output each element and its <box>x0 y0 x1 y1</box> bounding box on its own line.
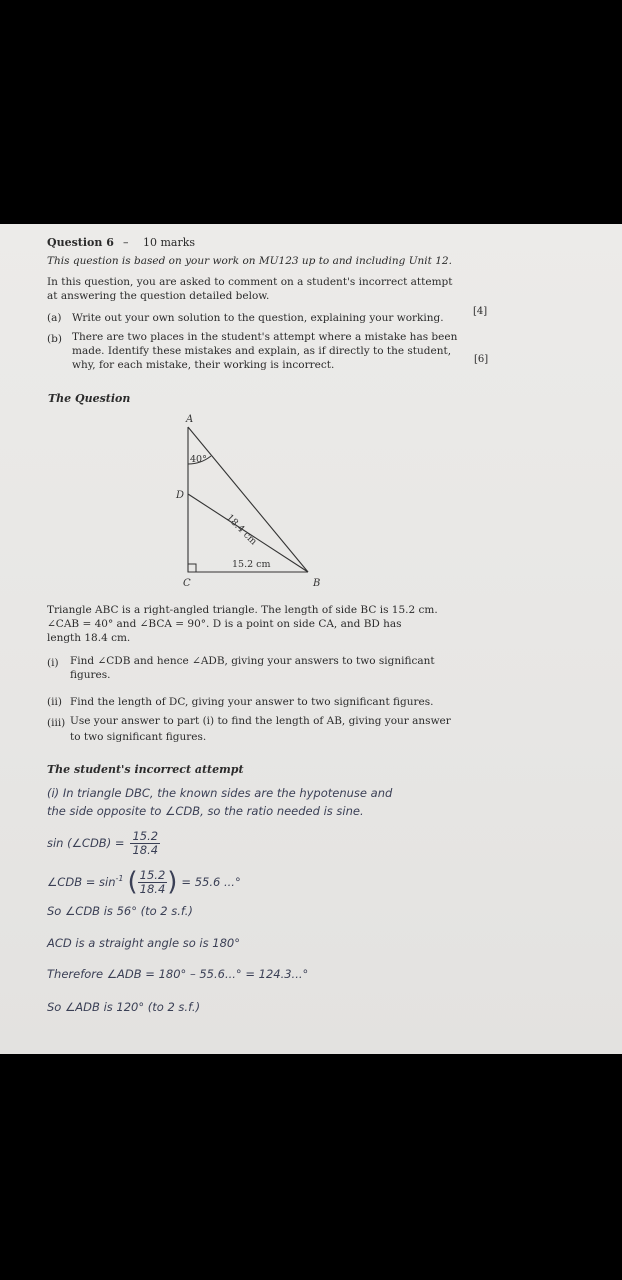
attempt-line-2: the side opposite to ∠CDB, so the ratio needed is sine. <box>47 804 364 818</box>
therefore-line: Therefore ∠ADB = 180° – 55.6...° = 124.3...° <box>47 967 309 981</box>
sine-lhs: sin (∠CDB) = <box>47 836 125 850</box>
so-cdb-line: So ∠CDB is 56° (to 2 s.f.) <box>47 904 193 918</box>
attempt-line-1: (i) In triangle DBC, the known sides are the hypotenuse and <box>47 786 393 800</box>
part-b-label: (b) <box>47 333 62 345</box>
subpart-i-label: (i) <box>47 657 59 669</box>
vertex-d-label: D <box>176 490 185 501</box>
part-a-text: Write out your own solution to the question, explaining your working. <box>72 312 444 324</box>
question-heading: The Question <box>48 392 131 405</box>
subpart-ii-label: (ii) <box>47 696 62 708</box>
subpart-iii-label: (iii) <box>47 717 66 729</box>
sine-fraction <box>130 830 160 857</box>
right-angle-marker <box>188 564 196 572</box>
part-b-marks: [6] <box>474 354 489 365</box>
question-marks: 10 marks <box>143 236 196 249</box>
side-ab <box>188 427 308 572</box>
subpart-i-line-1: Find ∠CDB and hence ∠ADB, giving your answers to two significant <box>70 655 435 667</box>
attempt-heading: The student's incorrect attempt <box>47 763 244 776</box>
inverse-result: = 55.6 ...° <box>181 875 241 889</box>
part-a-label: (a) <box>47 312 62 324</box>
inverse-exponent: -1 <box>115 873 124 883</box>
vertex-a-label: A <box>186 414 194 425</box>
subpart-i-line-2: figures. <box>70 669 111 681</box>
intro-line-2: at answering the question detailed below. <box>47 290 270 302</box>
inverse-sine-equation <box>47 866 241 898</box>
part-b-line-1: There are two places in the student's attempt where a mistake has been <box>72 331 458 343</box>
sine-numerator: 15.2 <box>132 828 159 843</box>
vertex-b-label: B <box>313 578 321 589</box>
open-paren: ( <box>127 867 138 897</box>
acd-line: ACD is a straight angle so is 180° <box>47 936 240 950</box>
triangle-diagram <box>160 412 340 597</box>
subpart-ii-text: Find the length of DC, giving your answer to two significant figures. <box>70 696 434 708</box>
description-line-2: ∠CAB = 40° and ∠BCA = 90°. D is a point on side CA, and BD has <box>47 618 402 630</box>
based-on-text: This question is based on your work on MU123 up to and including Unit 12. <box>47 255 452 267</box>
header-dash: – <box>123 236 129 249</box>
sine-equation <box>47 828 160 858</box>
inverse-denominator: 18.4 <box>139 881 166 896</box>
subpart-iii-line-1: Use your answer to part (i) to find the length of AB, giving your answer <box>70 715 451 727</box>
description-line-1: Triangle ABC is a right-angled triangle. The length of side BC is 15.2 cm. <box>47 604 438 616</box>
vertex-c-label: C <box>183 578 191 589</box>
inverse-lhs: ∠CDB = sin <box>47 875 116 889</box>
question-label: Question 6 <box>47 236 114 249</box>
angle-label: 40° <box>190 454 207 465</box>
inverse-fraction <box>138 869 168 896</box>
so-adb-line: So ∠ADB is 120° (to 2 s.f.) <box>47 1000 201 1014</box>
subpart-iii-line-2: to two significant figures. <box>70 731 207 743</box>
hyp-label: 18.4 cm <box>223 512 259 548</box>
inverse-numerator: 15.2 <box>139 867 166 882</box>
base-label: 15.2 cm <box>232 559 271 570</box>
exam-paper <box>0 224 622 1054</box>
part-a-marks: [4] <box>473 306 488 317</box>
description-line-3: length 18.4 cm. <box>47 632 131 644</box>
intro-line-1: In this question, you are asked to comment on a student's incorrect attempt <box>47 276 453 288</box>
part-b-line-3: why, for each mistake, their working is incorrect. <box>72 359 335 371</box>
close-paren: ) <box>167 867 178 897</box>
sine-denominator: 18.4 <box>132 842 159 857</box>
part-b-line-2: made. Identify these mistakes and explain, as if directly to the student, <box>72 345 452 357</box>
